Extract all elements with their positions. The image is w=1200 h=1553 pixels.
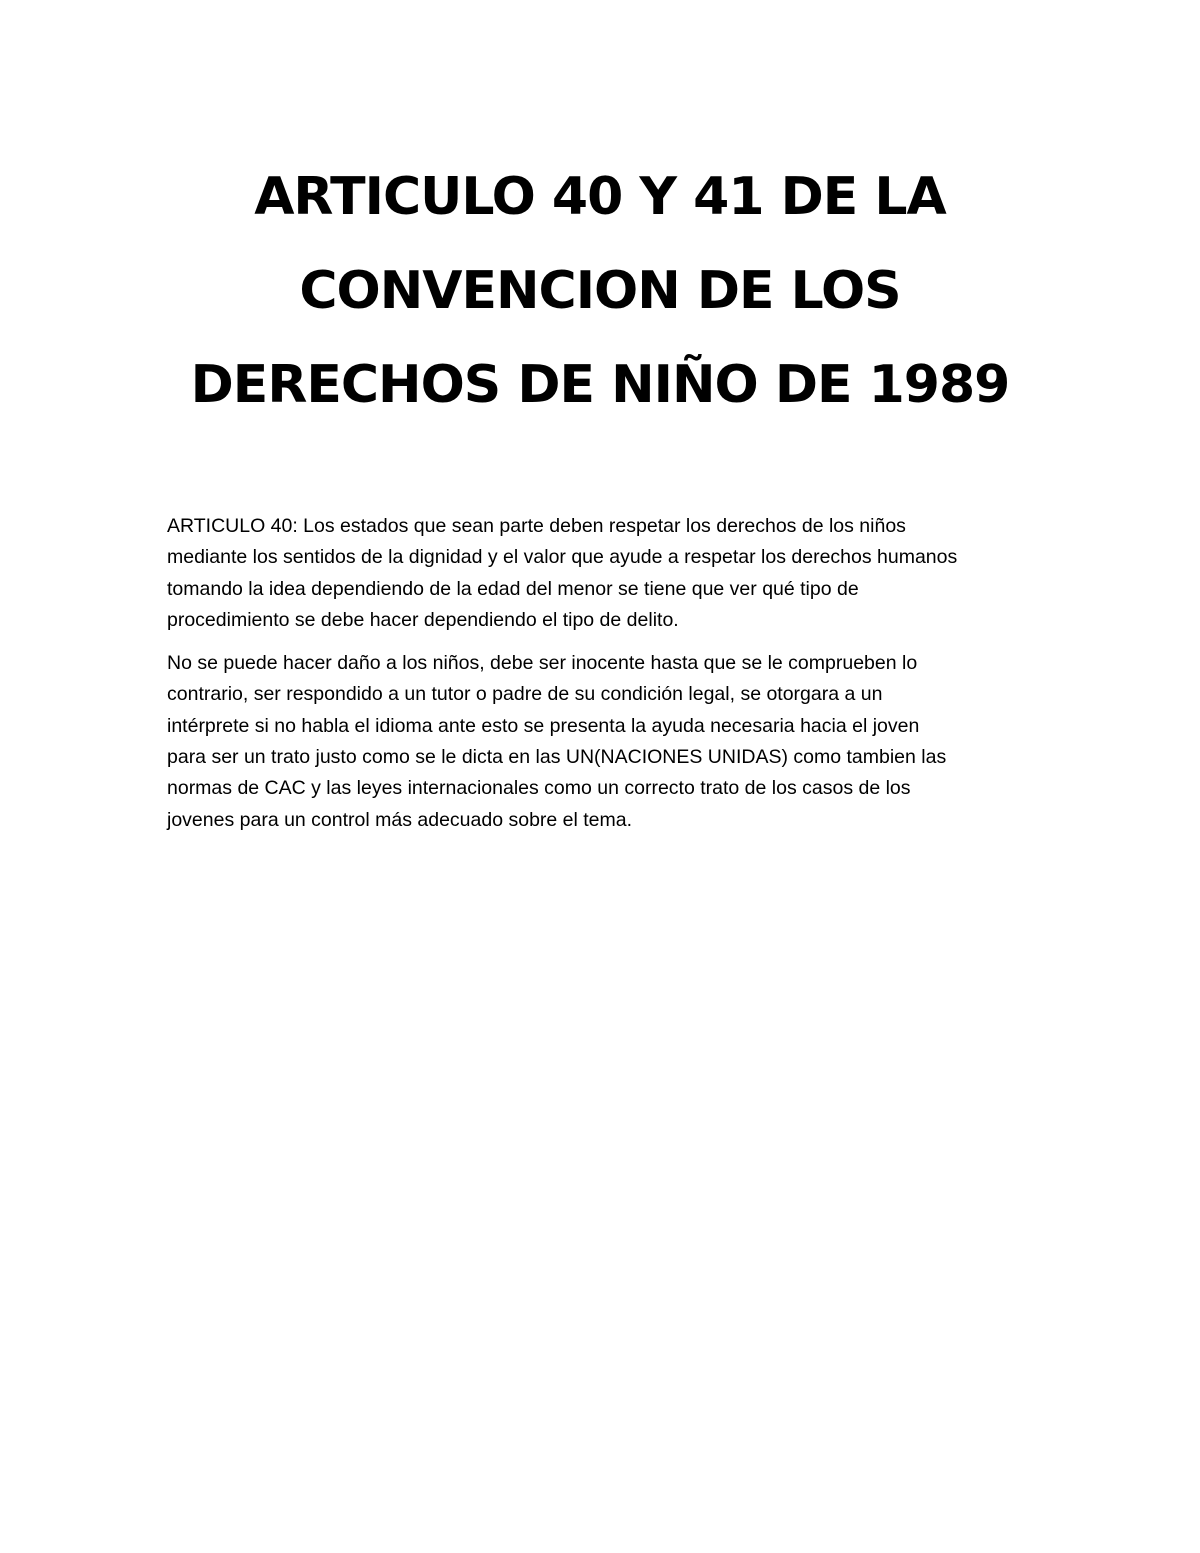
title-line: ARTICULO 40 Y 41 DE LA xyxy=(254,167,946,227)
text-line: tomando la idea dependiendo de la edad del menor se tiene que ver qué tipo de xyxy=(167,577,859,600)
paragraph-articulo-40 xyxy=(167,511,1047,636)
text-line: ARTICULO 40: Los estados que sean parte deben respetar los derechos de los niños xyxy=(167,515,906,537)
text-line: normas de CAC y las leyes internacionales como un correcto trato de los casos de los xyxy=(167,777,911,800)
title-line: CONVENCION DE LOS xyxy=(299,261,901,321)
document-title xyxy=(120,150,1080,432)
text-line: mediante los sentidos de la dignidad y el valor que ayude a respetar los derechos humanos xyxy=(167,546,958,569)
text-line: contrario, ser respondido a un tutor o padre de su condición legal, se otorgara a un xyxy=(167,683,883,706)
document-body xyxy=(167,511,1047,848)
text-line: procedimiento se debe hacer dependiendo el tipo de delito. xyxy=(167,608,679,631)
paragraph-proteccion xyxy=(167,648,1047,836)
text-line: No se puede hacer daño a los niños, debe ser inocente hasta que se le comprueben lo xyxy=(167,652,918,675)
text-line: para ser un trato justo como se le dicta en las UN(NACIONES UNIDAS) como tambien las xyxy=(167,746,947,769)
text-line: jovenes para un control más adecuado sobre el tema. xyxy=(167,808,633,831)
title-line: DERECHOS DE NIÑO DE 1989 xyxy=(190,355,1010,415)
text-line: intérprete si no habla el idioma ante esto se presenta la ayuda necesaria hacia el joven xyxy=(167,714,920,737)
